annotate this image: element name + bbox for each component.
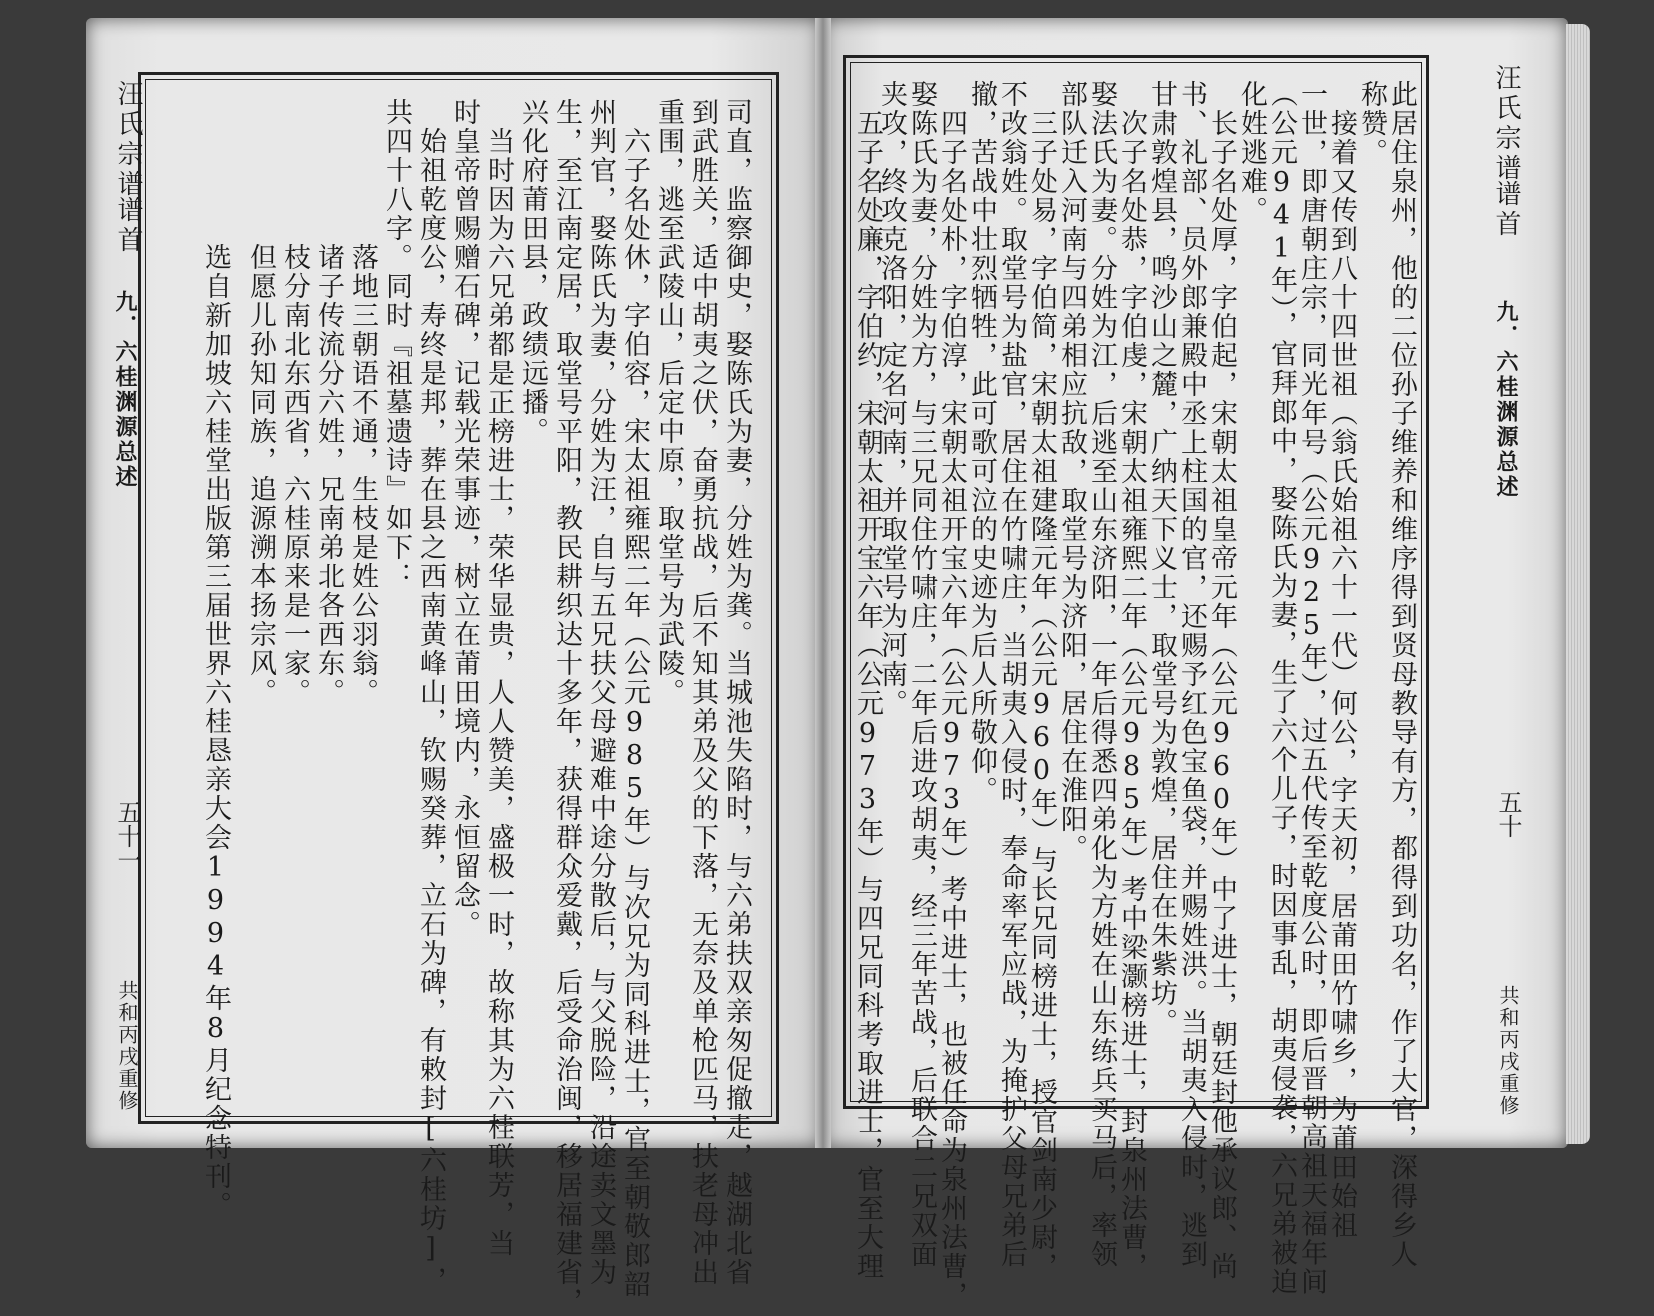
left-col-4: 六子名处休，字伯容，宋太祖雍熙二年（公元985年）与次兄为同科进士，官至朝敬郎韶 [619, 98, 650, 1299]
left-source-note: 选自新加坡六桂堂出版第三届世界六桂恳亲大会1994年8月纪念特刊。 [200, 98, 231, 1220]
left-book-title: 汪氏宗谱 [113, 80, 143, 200]
right-volume: 谱首 [1491, 180, 1521, 240]
right-book-title: 汪氏宗谱 [1491, 64, 1521, 184]
right-col-15: 撤，苦战中壮烈牺牲，此可歌可泣的史迹为后人所敬仰。 [966, 80, 997, 805]
right-col-2: 称赞。 [1356, 80, 1387, 167]
left-page-number: 五十一 [113, 800, 141, 872]
right-col-6: 化姓逃难。 [1236, 80, 1267, 225]
right-col-11: 娶法氏为妻。分姓为江，后逃至山东济阳，一年后得悉四弟化为方姓在山东练兵买马后，率领 [1086, 80, 1117, 1269]
right-running-title [1488, 64, 1525, 184]
right-page-number: 五十 [1494, 790, 1522, 838]
right-col-10: 次子名处恭，字伯虔，宋朝太祖雍熙二年（公元985年）考中梁灏榜进士，封泉州法曹， [1116, 80, 1147, 1281]
left-col-1: 司直，监察御史，娶陈氏为妻，分姓为龚。当城池失陷时，与六弟扶双亲匆促撤走，越湖北省 [721, 98, 752, 1287]
left-col-7: 兴化府莆田县，政绩远播。 [517, 98, 548, 446]
left-col-5: 州判官，娶陈氏为妻，分姓为汪，自与五兄扶父母避难中途分散后，与父脱险，沿途卖文墨为 [585, 98, 616, 1287]
left-col-11: 共四十八字。同时『祖墓遗诗』如下： [381, 98, 412, 591]
right-col-3: 接着又传到八十四世祖（翁氏始祖六十一代）何公，字天初，居莆田竹啸乡，为莆田始祖 [1326, 80, 1357, 1240]
left-running-title [110, 80, 147, 200]
right-col-14: 不改翁姓。取堂号为盐官，居住在竹啸庄，当胡夷入侵时，奉命率军应战，为掩护父母兄弟后 [996, 80, 1027, 1269]
right-col-1: 此居住泉州，他的二位孙子维养和维序得到贤母教导有方，都得到功名，作了大官，深得乡人 [1386, 80, 1417, 1269]
left-col-10: 始祖乾度公，寿终是邦，葬在县之西南黄峰山，钦赐癸葬，立石为碑，有敕封[六桂坊]， [415, 98, 446, 1295]
left-col-3: 重围，逃至武陵山，后定中原，取堂号为武陵。 [653, 98, 684, 707]
left-poem-line-4: 但愿儿孙知同族，追源溯本扬宗风。 [245, 98, 276, 707]
left-poem-line-3: 枝分南北东西省，六桂原来是一家。 [279, 98, 310, 707]
right-col-12: 部队迁入河南与四弟相应抗敌，取堂号为济阳，居住在淮阳。 [1056, 80, 1087, 863]
right-col-17: 娶陈氏为妻，分姓为方，与三兄同住竹啸庄，二年后进攻胡夷，经三年苦战，后联合二兄双面 [906, 80, 937, 1269]
left-col-6: 生，至江南定居，取堂号平阳，教民耕织达十多年，获得群众爱戴，后受命治闽，移居福建省， [551, 98, 582, 1316]
left-col-2: 到武胜关，适中胡夷之伏，奋勇抗战，后不知其弟及父的下落，无奈及单枪匹马，扶老母冲出 [687, 98, 718, 1287]
book-spine [815, 18, 831, 1148]
left-edition-note: 共和丙戌重修 [115, 980, 139, 1112]
right-col-19: 五子名处廉，字伯约，宋朝太祖开宝六年（公元973年）与四兄同科考取进士，官至大理 [852, 80, 883, 1281]
left-poem-line-2: 诸子传流分六姓，兄南弟北各西东。 [313, 98, 344, 707]
right-col-5: （公元941年），官拜郎中，娶陈氏为妻，生了六个儿子，时因事乱，胡夷侵袭，六兄弟被迫 [1266, 80, 1297, 1297]
right-col-7: 长子名处厚，字伯起，宋朝太祖皇帝元年（公元960年）中了进士，朝廷封他承议郎、尚 [1206, 80, 1237, 1281]
right-edition-note: 共和丙戌重修 [1496, 985, 1520, 1117]
left-col-8: 当时因为六兄弟都是正榜进士，荣华显贵，人人赞美，盛极一时，故称其为六桂联芳，当 [483, 98, 514, 1258]
left-col-9: 时皇帝曾赐赠石碑，记载光荣事迹，树立在莆田境内，永恒留念。 [449, 98, 480, 939]
right-col-8: 书、礼部、员外郎兼殿中丞上柱国的官，还赐予红色宝鱼袋，并赐姓洪。当胡夷入侵时，逃到 [1176, 80, 1207, 1269]
right-col-16: 四子名处朴，字伯淳，宋朝太祖开宝六年（公元973年）考中进士，也被任命为泉州法曹， [936, 80, 967, 1310]
left-poem-line-1: 落地三朝语不通，生枝是姓公羽翁。 [347, 98, 378, 707]
right-col-18: 夹攻，终攻克洛阳，定名河南，并取堂号为河南。 [876, 80, 907, 718]
right-col-9: 甘肃敦煌县，鸣沙山之麓，广纳天下义士，取堂号为敦煌，居住在朱紫坊。 [1146, 80, 1177, 1037]
page-edges [1566, 24, 1590, 1144]
right-col-4: 一世，即唐朝庄宗，同光年号（公元925年），过五代传至乾度公时，即后晋朝高祖天福年间 [1296, 80, 1327, 1297]
right-col-13: 三子处易，字伯简，宋朝太祖建隆元年（公元960年）与长兄同榜进士，授官剑南少尉， [1026, 80, 1057, 1281]
left-volume: 谱首 [113, 196, 143, 256]
right-chapter-title: 九．六桂渊源总述 [1493, 300, 1519, 500]
left-chapter-title: 九．六桂渊源总述 [112, 290, 138, 490]
